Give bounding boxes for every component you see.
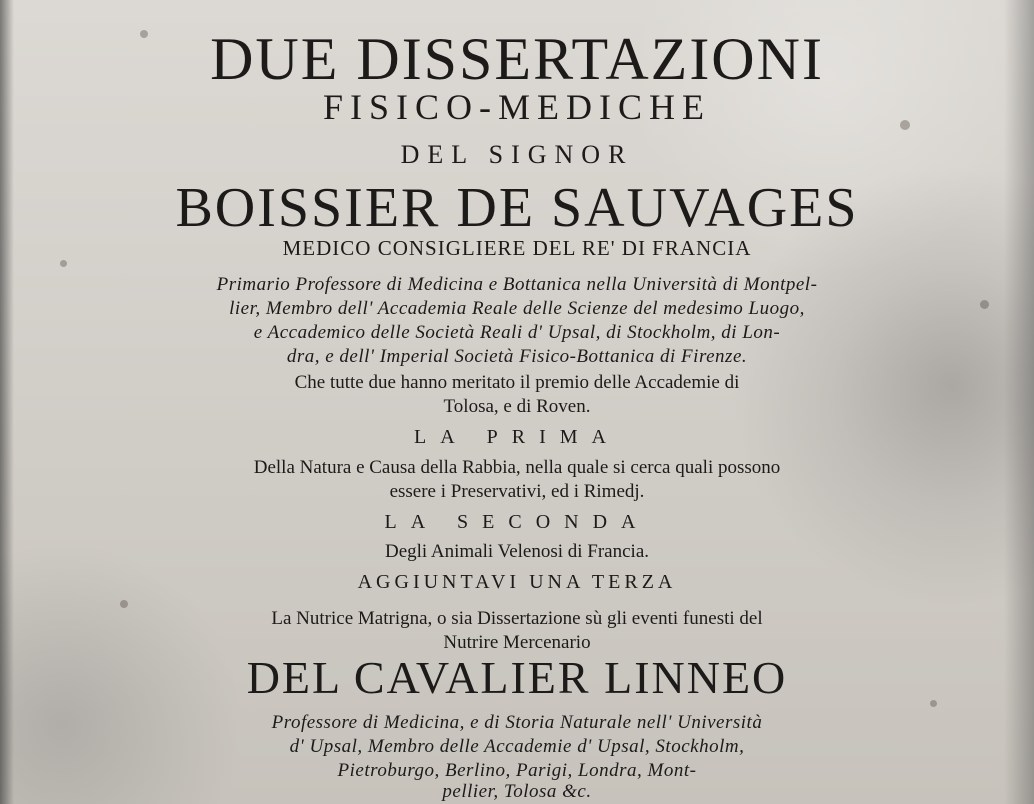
second-author-credentials-line: d' Upsal, Membro delle Accademie d' Upsal, Stockholm, — [289, 736, 745, 757]
section-text-first: essere i Preservativi, ed i Rimedj. — [389, 481, 645, 502]
author-credentials-line: Primario Professore di Medicina e Bottanica nella Università di Montpel- — [216, 274, 818, 295]
section-text-third: Nutrire Mercenario — [443, 632, 591, 653]
section-heading-first: LA PRIMA — [414, 426, 620, 448]
title-line-1: DUE DISSERTAZIONI — [210, 26, 824, 92]
title-line-2: FISICO-MEDICHE — [322, 87, 711, 127]
foxing-spot — [60, 260, 67, 267]
author-name: BOISSIER DE SAUVAGES — [175, 177, 859, 239]
section-text-first: Della Natura e Causa della Rabbia, nella quale si cerca quali possono — [253, 457, 781, 478]
section-heading-third: AGGIUNTAVI UNA TERZA — [357, 571, 677, 593]
author-credentials-line: e Accademico delle Società Reali d' Upsal, di Stockholm, di Lon- — [253, 322, 781, 343]
second-author-credentials-line: pellier, Tolosa &c. — [442, 781, 592, 802]
author-credentials-line: lier, Membro dell' Accademia Reale delle Scienze del medesimo Luogo, — [229, 298, 805, 319]
author-credentials-line: dra, e dell' Imperial Società Fisico-Bottanica di Firenze. — [286, 346, 748, 367]
second-author-credentials-line: Professore di Medicina, e di Storia Naturale nell' Università — [271, 712, 763, 733]
section-text-third: La Nutrice Matrigna, o sia Dissertazione sù gli eventi funesti del — [271, 608, 763, 629]
prize-note-line: Che tutte due hanno meritato il premio delle Accademie di — [294, 372, 740, 393]
prize-note-line: Tolosa, e di Roven. — [443, 396, 591, 417]
section-heading-second: LA SECONDA — [384, 511, 650, 533]
section-text-second: Degli Animali Velenosi di Francia. — [384, 541, 650, 562]
title-line-3: DEL SIGNOR — [400, 140, 634, 169]
second-author-credentials-line: Pietroburgo, Berlino, Parigi, Londra, Mont- — [337, 760, 697, 781]
second-author-name: DEL CAVALIER LINNEO — [246, 652, 788, 703]
author-title: MEDICO CONSIGLIERE DEL RE' DI FRANCIA — [282, 236, 752, 260]
